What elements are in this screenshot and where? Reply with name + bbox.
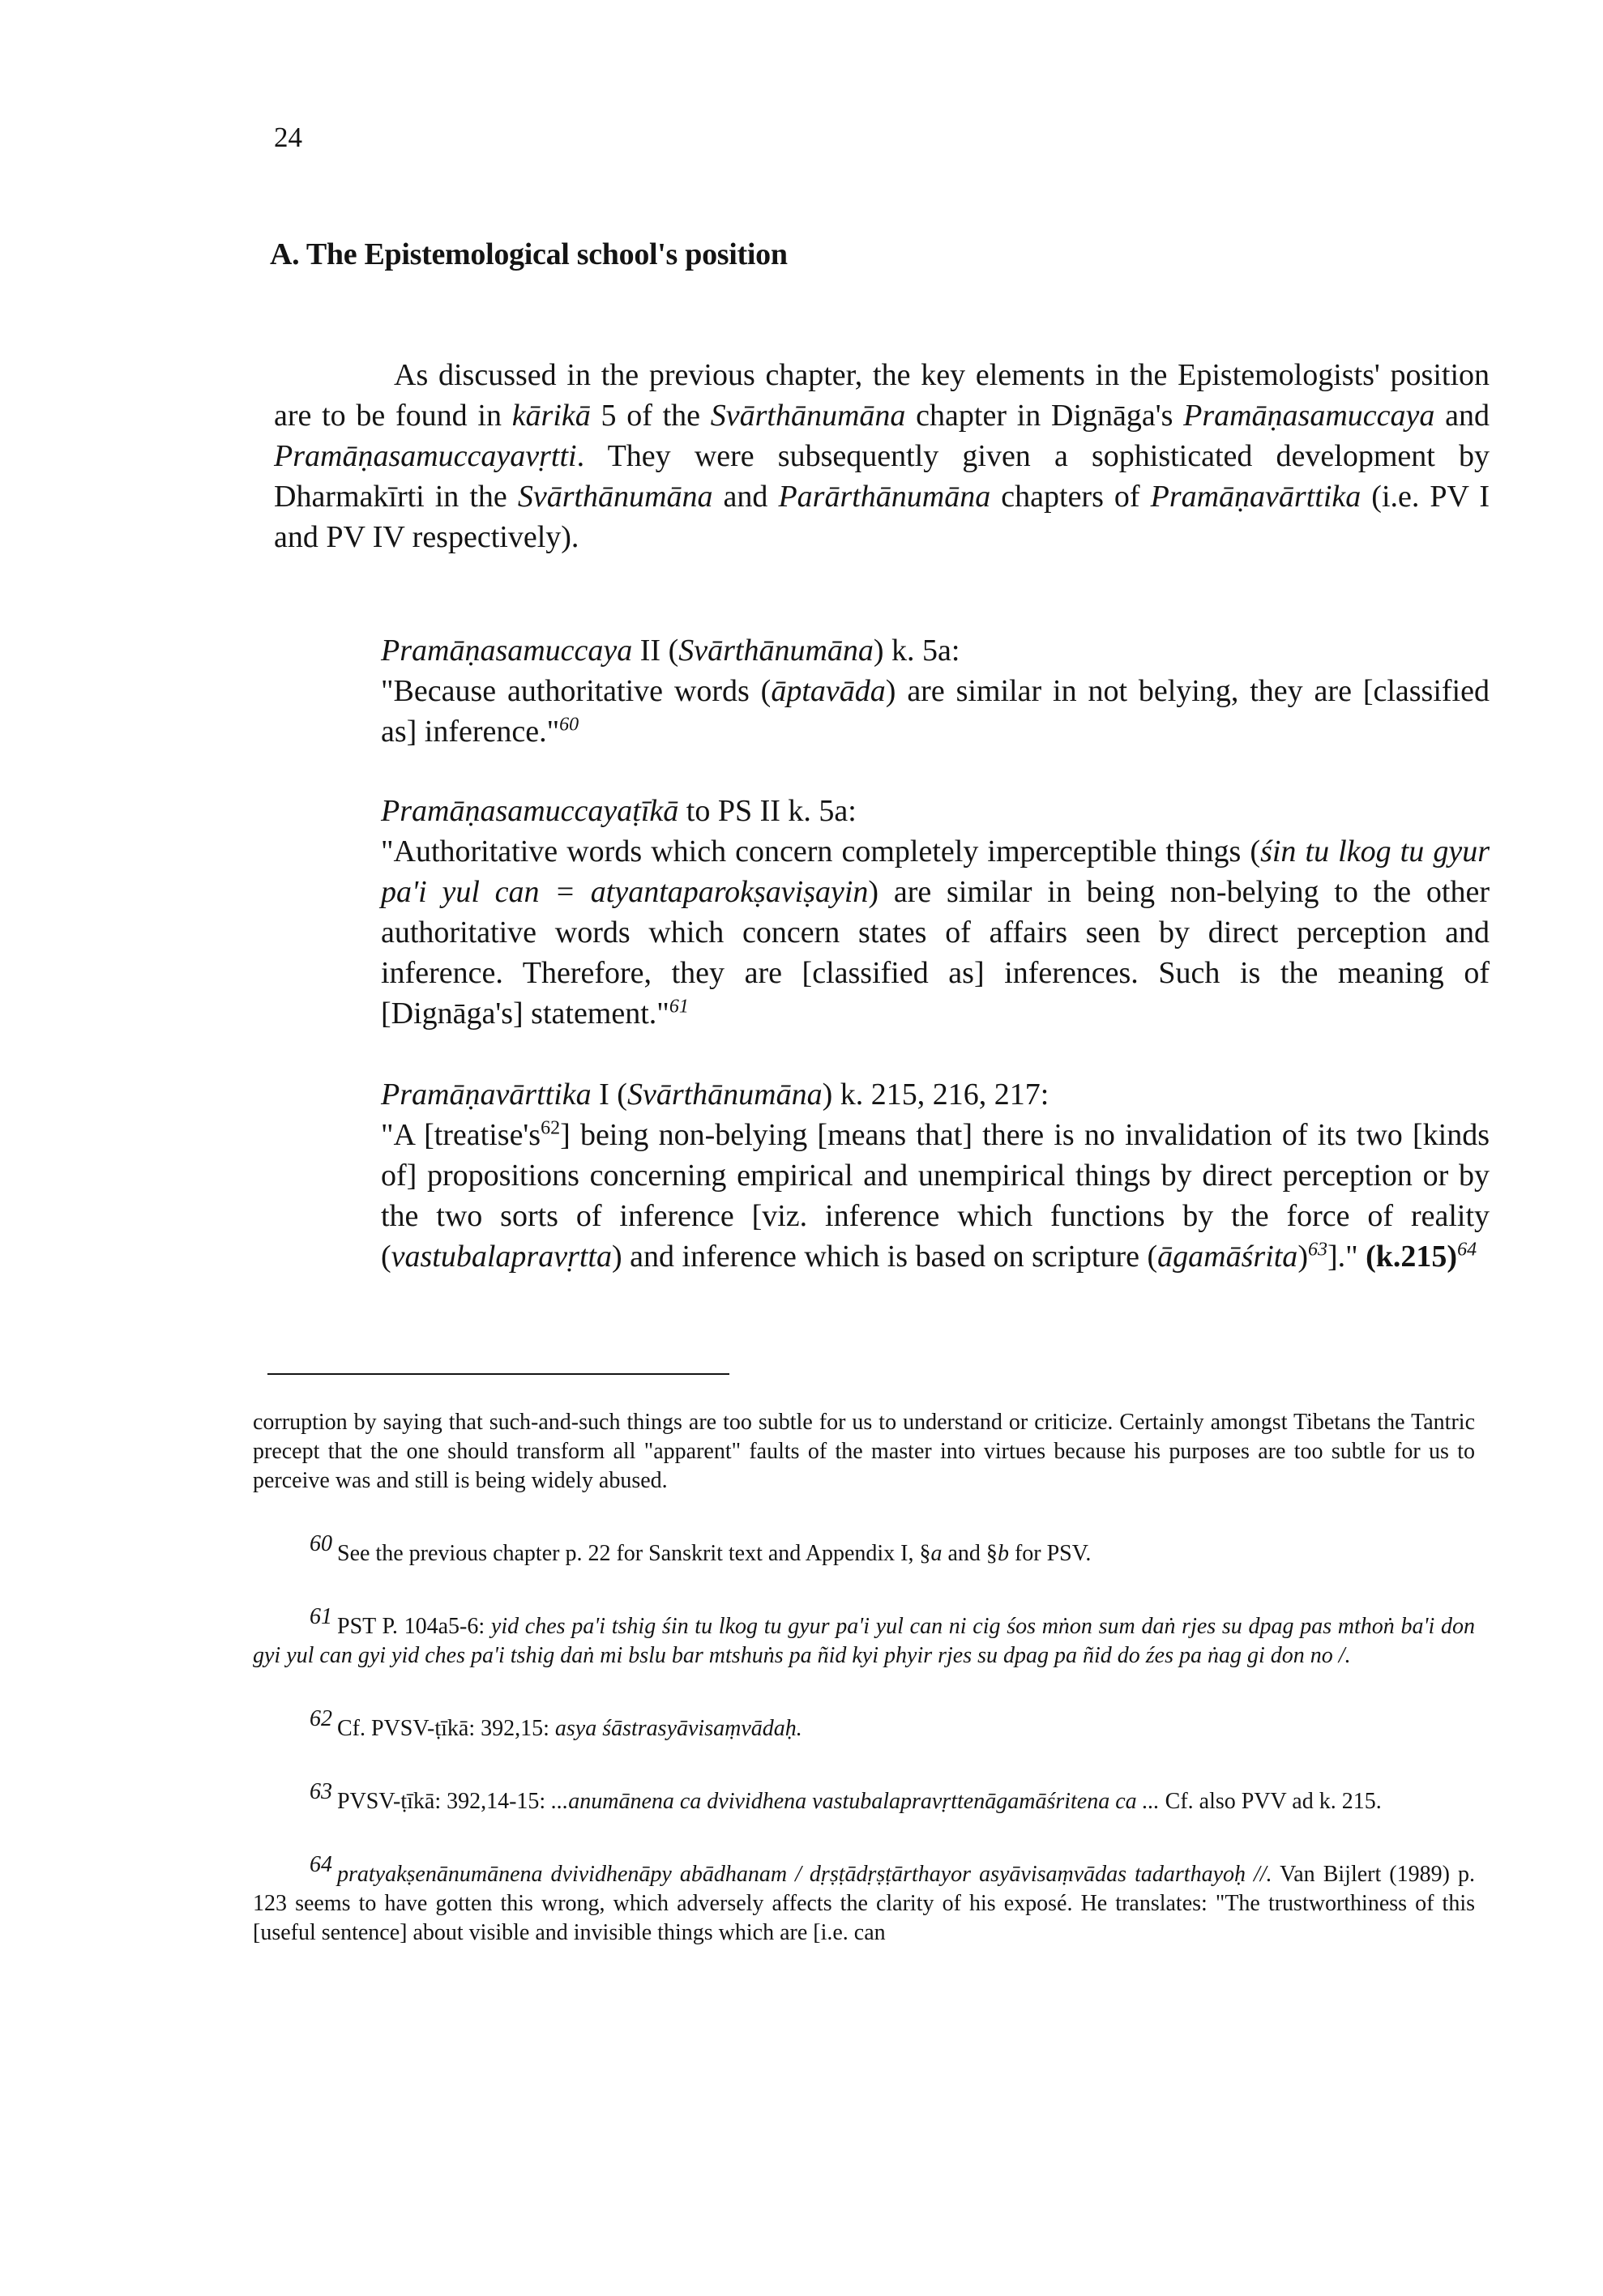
intro-paragraph: As discussed in the previous chapter, the key elements in the Epistemologists' position are to be found in kārikā 5 of the Svārthānumāna chapter in Dignāga's Pramāṇasamuccaya and Pramāṇasamuccayavṛtti. They were subsequently given a sophisticated development by Dharmakīrti in the Svārthānumāna and Parārthānumāna chapters of Pramāṇavārttika (i.e. PV I and PV IV respectively). xyxy=(274,358,1490,554)
footnote-divider xyxy=(267,1373,729,1375)
quote-title: Pramāṇasamuccaya II (Svārthānumāna) k. 5a: xyxy=(381,634,960,668)
footnote-ref-64: 64 xyxy=(1457,1239,1477,1261)
quote-block-pst xyxy=(381,791,1490,1034)
quote-block-pv xyxy=(381,1074,1490,1277)
footnote-ref-61: 61 xyxy=(669,996,689,1018)
footnote-64: 64 pratyakṣenānumānena dvividhenāpy abādhanam / dṛṣṭādṛṣṭārthayor asyāvisaṃvādas tadarthayoḥ //. Van Bijlert (1989) p. 123 seems to have gotten this wrong, which adversely affects the clarity of his exposé. He translates: "The trustworthiness of this [useful sentence] about visible and invisible things which are [i.e. can xyxy=(253,1852,1475,1945)
quote-title: Pramāṇavārttika I (Svārthānumāna) k. 215, 216, 217: xyxy=(381,1078,1049,1112)
footnote-ref-60: 60 xyxy=(559,714,579,736)
footnote-ref-62: 62 xyxy=(541,1117,561,1139)
footnotes xyxy=(253,1408,1475,1982)
quote-text: "A $[treatise's^{62}]$ being non-belying [means that] there is no invalidation of its two [kinds of] propositions concerning empirical and unempirical things by direct perception or by the two sorts of inference [viz. inference which functions by the force of reality (vastubalapravṛtta) and inference which is based on scripture (āgamāśrita)$^{63}$]." $(k.215)^{64}$ xyxy=(381,1117,1490,1274)
footnote-62: 62 Cf. PVSV-ṭīkā: 392,15: asya śāstrasyāvisaṃvādaḥ. xyxy=(310,1706,802,1741)
quote-text: "Authoritative words which concern completely imperceptible things (śin tu lkog tu gyur pa'i yul can = atyantaparokṣaviṣayin) are similar in being non-belying to the other authoritative words which concern states of affairs seen by direct perception and inference. Therefore, they are [classified as] inferences. Such is the meaning of [Dignāga's] statement."$^{61}$ xyxy=(381,834,1490,1031)
footnote-61: 61 PST P. 104a5-6: yid ches pa'i tshig śin tu lkog tu gyur pa'i yul can ni cig śos mṅon sum daṅ rjes su dpag pas mthoṅ ba'i don gyi yul can gyi yid ches pa'i tshig daṅ mi bslu bar mtshuṅs pa ñid kyi phyir rjes su dpag pa ñid do źes pa ṅag gi don no /. xyxy=(253,1604,1476,1668)
footnote-ref-63: 63 xyxy=(1307,1239,1327,1261)
footnote-63: 63 PVSV-ṭīkā: 392,14-15: ...anumānena ca dvividhena vastubalapravṛttenāgamāśritena ca ... Cf. also PVV ad k. 215. xyxy=(310,1779,1382,1814)
section-heading: A. The Epistemological school's position xyxy=(270,237,788,271)
quote-text: "Because authoritative words (āptavāda) are similar in not belying, they are [classified as] inference."$^{60}$ xyxy=(381,674,1490,749)
quote-block-ps xyxy=(381,630,1490,752)
footnote-60: 60 See the previous chapter p. 22 for Sanskrit text and Appendix I, §a and §b for PSV. xyxy=(310,1531,1092,1566)
page-number: 24 xyxy=(274,122,302,153)
quote-title: Pramāṇasamuccayaṭīkā to PS II k. 5a: xyxy=(381,794,857,828)
footnote-continuation: corruption by saying that such-and-such things are too subtle for us to understand or criticize. Certainly amongst Tibetans the Tantric precept that the one should transform all "apparent" faults of the master into virtues because his purposes are too subtle for us to perceive was and still is being widely abused. xyxy=(253,1410,1475,1493)
